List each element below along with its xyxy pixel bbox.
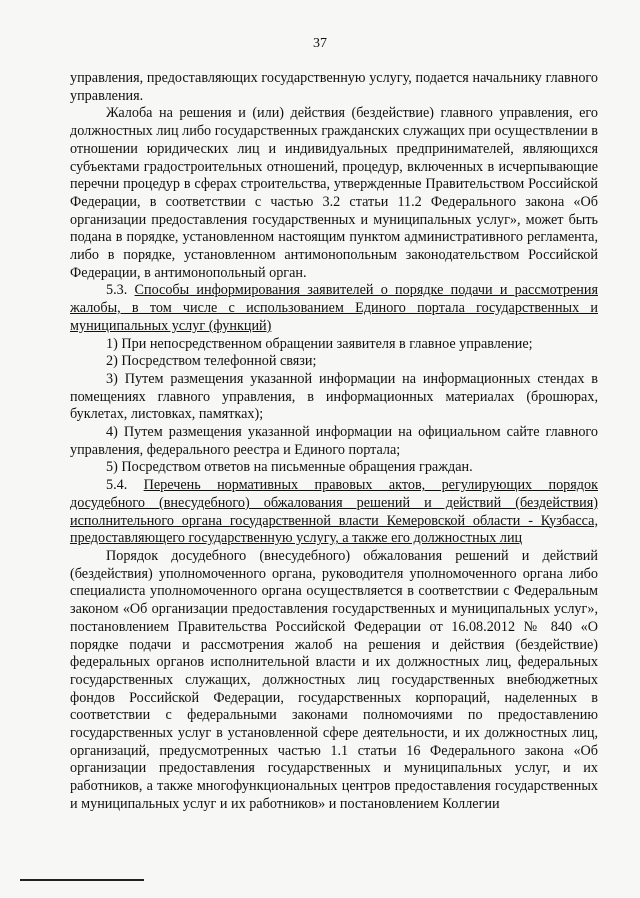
paragraph-1: управления, предоставляющих государственную услугу, подается начальнику главного управления. — [70, 70, 598, 104]
section-heading-5-4 — [70, 477, 598, 548]
list-item: 3) Путем размещения указанной информации на информационных стендах в помещениях главного управления, в информационных материалах (брошюрах, буклетах, листовках, памятках); — [70, 370, 598, 423]
section-number: 5.3. — [106, 282, 135, 299]
section-number: 5.4. — [106, 477, 144, 494]
list-item: 4) Путем размещения указанной информации на официальном сайте главного управления, федерального реестра и Единого портала; — [70, 424, 598, 458]
paragraph-procedure: Порядок досудебного (внесудебного) обжалования решений и действий (бездействия) уполномоченного органа, руководителя уполномоченного органа либо специалиста уполномоченного органа осуществляется в соответствии с Федеральным законом «Об организации предоставления государственных и муниципальных услуг», постановлением Правительства Российской Федерации от 16.08.2012 № 840 «О порядке подачи и рассмотрения жалоб на решения и действия (бездействие) федеральных органов исполнительной власти и их должностных лиц, федеральных государственных служащих, должностных лиц государственных внебюджетных фондов Российской Федерации, государственных корпораций, наделенных в соответствии с федеральными законами полномочиями по предоставлению государственных услуг в установленной сфере деятельности, и их должностных лиц, организаций, предусмотренных частью 1.1 статьи 16 Федерального закона «Об организации предоставления государственных и муниципальных услуг, и их работников, а также многофункциональных центров предоставления государственных и муниципальных услуг и их работников» и постановлением Коллегии — [70, 547, 598, 812]
section-heading-5-3 — [70, 282, 598, 335]
document-body — [70, 70, 598, 814]
section-title: Способы информирования заявителей о порядке подачи и рассмотрения жалобы, в том числе с использованием Единого портала государственных и муниципальных услуг (функций) — [70, 282, 599, 334]
paragraph-complaint: Жалоба на решения и (или) действия (бездействие) главного управления, его должностных лиц либо государственных гражданских служащих при осуществлении в отношении юридических лиц и индивидуальных предпринимателей, являющихся субъектами градостроительных отношений, процедур, включенных в исчерпывающие перечни процедур в сферах строительства, утвержденные Правительством Российской Федерации, в соответствии с частью 3.2 статьи 11.2 Федерального закона «Об организации предоставления государственных и муниципальных услуг», может быть подана в порядке, установленном настоящим пунктом административного регламента, либо в порядке, установленном антимонопольным законодательством Российской Федерации, в антимонопольный орган. — [70, 105, 598, 281]
page-number: 37 — [313, 36, 327, 51]
footer-rule — [20, 879, 144, 881]
list-item: 1) При непосредственном обращении заявителя в главное управление; — [106, 335, 533, 352]
list-item: 5) Посредством ответов на письменные обращения граждан. — [106, 459, 473, 476]
section-title: Перечень нормативных правовых актов, регулирующих порядок досудебного (внесудебного) обжалования решений и действий (бездействия) исполнительного органа государственной власти Кемеровской области - Кузбасса, предоставляющего государственную услугу, а также его должностных лиц — [70, 477, 599, 547]
list-item: 2) Посредством телефонной связи; — [106, 353, 317, 370]
